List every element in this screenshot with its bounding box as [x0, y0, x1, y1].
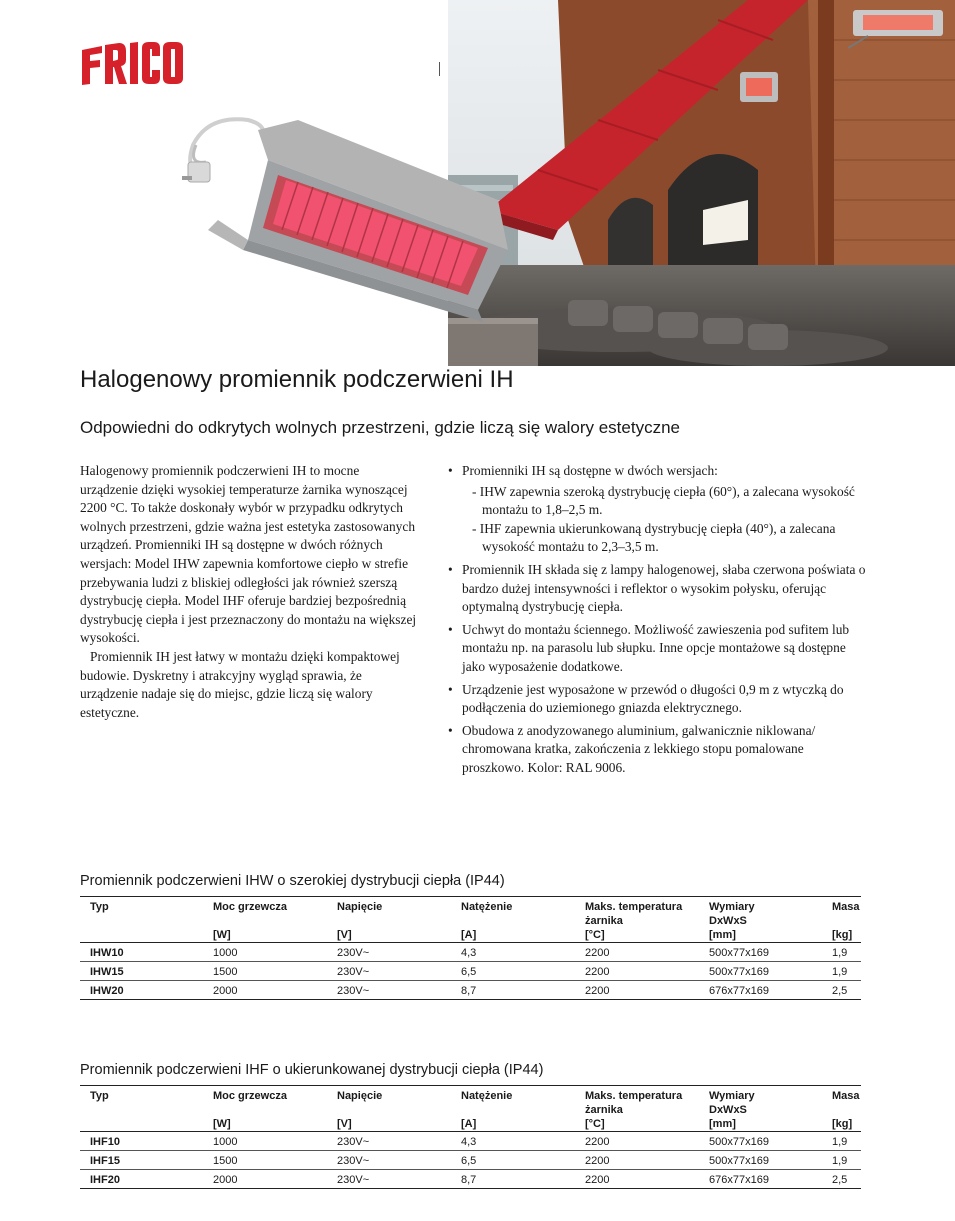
header-cell: Typ	[90, 1090, 109, 1102]
list-item: • Promiennik IH składa się z lampy halogenowej, słaba czerwona poświata o bardzo dużej intensywności i reflektor o wysokim połysku, oferując optymalną dystrybucję ciepła.	[448, 561, 868, 617]
table-row: IHW15 1500 230V~ 6,5 2200 500x77x169 1,9	[80, 962, 861, 981]
list-item: • Obudowa z anodyzowanego aluminium, galwanicznie niklowana/ chromowana kratka, zakończenia z lekkiego stopu pomalowane proszkowo. Kolor: RAL 9006.	[448, 722, 868, 778]
header-cell: Masa [kg]	[832, 1090, 860, 1130]
header-cell: Wymiary DxWxS [mm]	[709, 901, 755, 941]
page-subtitle: Odpowiedni do odkrytych wolnych przestrzeni, gdzie liczą się walory estetyczne	[80, 418, 680, 437]
table-row: IHF10 1000 230V~ 4,3 2200 500x77x169 1,9	[80, 1132, 861, 1151]
header-cell: Napięcie [V]	[337, 1090, 383, 1130]
intro-paragraph-2: Promiennik IH jest łatwy w montażu dzięki kompaktowej budowie. Dyskretny i atrakcyjny wygląd sprawia, że urządzenie nadaje się do miejsc, gdzie liczą się walory estetyczne.	[80, 648, 400, 720]
table-row: IHF15 1500 230V~ 6,5 2200 500x77x169 1,9	[80, 1151, 861, 1170]
header-cell: Moc grzewcza [W]	[213, 901, 287, 941]
intro-paragraph-1: Halogenowy promiennik podczerwieni IH to mocne urządzenie dzięki wysokiej temperaturze żarnika wynoszącej 2200 °C. To także doskonały wybór w przypadku odkrytych wolnych przestrzeni, gdzie ważna jest estetyka zastosowanych urządzeń. Promienniki IH są dostępne w dwóch różnych wersjach: Model IHW zapewnia komfortowe ciepło w strefie przebywania ludzi z bliskiej odległości jak również szerszą dystrybucję ciepła. Model IHF oferuje bardziej bezpośrednią dystrybucję ciepła i jest przeznaczony do montażu na większej wysokości.	[80, 463, 417, 646]
sub-item-ihf: - IHF zapewnia ukierunkowaną dystrybucję ciepła (40°), a zalecana wysokość montażu to 2,3–3,5 m.	[472, 520, 836, 555]
list-item: • Urządzenie jest wyposażone w przewód o długości 0,9 m z wtyczką do podłączenia do uziemionego gniazda elektrycznego.	[448, 681, 868, 718]
list-item: • Uchwyt do montażu ściennego. Możliwość zawieszenia pod sufitem lub montażu np. na parasolu lub słupku. Inne opcje montażowe są dostępne jako wyposażenie dodatkowe.	[448, 621, 868, 677]
header-cell: Napięcie [V]	[337, 901, 383, 941]
sub-item-ihw: - IHW zapewnia szeroką dystrybucję ciepła (60°), a zalecana wysokość montażu to 1,8–2,5 m.	[472, 483, 855, 518]
intro-text	[80, 462, 420, 722]
header-cell: Maks. temperatura żarnika [°C]	[585, 901, 683, 941]
header-cell: Maks. temperatura żarnika [°C]	[585, 1090, 683, 1130]
header-cell: Wymiary DxWxS [mm]	[709, 1090, 755, 1130]
spec-table-ihw	[80, 896, 861, 1000]
page-title: Halogenowy promiennik podczerwieni IH	[80, 366, 514, 393]
table-title-ihw: Promiennik podczerwieni IHW o szerokiej dystrybucji ciepła (IP44)	[80, 873, 505, 889]
header-cell: Masa [kg]	[832, 901, 860, 941]
header-cell: Typ	[90, 901, 109, 913]
table-row: IHW10 1000 230V~ 4,3 2200 500x77x169 1,9	[80, 943, 861, 962]
header-cell: Moc grzewcza [W]	[213, 1090, 287, 1130]
table-row: IHF20 2000 230V~ 8,7 2200 676x77x169 2,5	[80, 1170, 861, 1189]
header-cell: Natężenie [A]	[461, 1090, 513, 1130]
frico-logo	[80, 40, 186, 86]
table-row: IHW20 2000 230V~ 8,7 2200 676x77x169 2,5	[80, 981, 861, 1000]
spec-table-ihf	[80, 1085, 861, 1189]
table-title-ihf: Promiennik podczerwieni IHF o ukierunkowanej dystrybucji ciepła (IP44)	[80, 1062, 544, 1078]
header-divider	[439, 62, 440, 76]
header-cell: Natężenie [A]	[461, 901, 513, 941]
list-item: • Promienniki IH są dostępne w dwóch wersjach: - IHW zapewnia szeroką dystrybucję ciepła (60°), a zalecana wysokość montażu to 1,8–2,5 m. - IHF zapewnia ukierunkowaną dystrybucję ciepła (40°), a zalecana wysokość montażu to 2,3–3,5 m.	[448, 462, 868, 557]
feature-list	[448, 462, 868, 782]
heater-product-image	[178, 100, 538, 340]
